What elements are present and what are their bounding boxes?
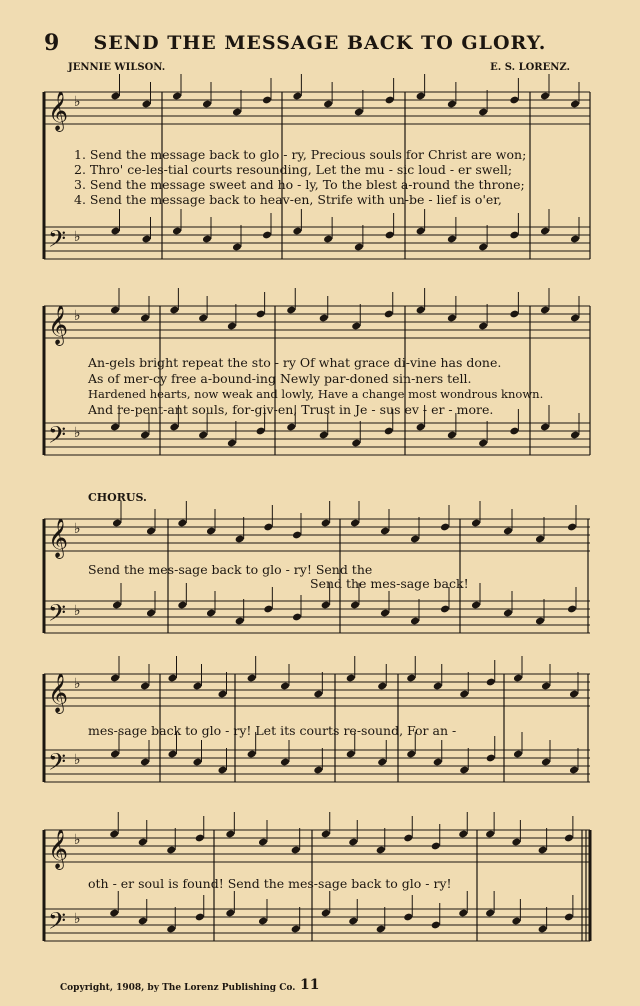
- system-2-bass-clef: 𝄢: [48, 421, 67, 454]
- verse-4-line-2: And re-pent-ant souls, for-giv-en, Trust in Je - sus ev - er - more.: [88, 402, 494, 417]
- lyricist: JENNIE WILSON.: [68, 62, 166, 73]
- system-2-flat: ♭: [74, 425, 81, 441]
- verse-3-line-1: 3. Send the message sweet and ho - ly, To the blest a-round the throne;: [74, 177, 525, 192]
- system-4-treble-clef: 𝄞: [48, 673, 69, 713]
- system-1-treble-clef: 𝄞: [48, 91, 69, 131]
- verse-2-line-2: As of mer-cy free a-bound-ing Newly par-doned sin-ners tell.: [88, 371, 472, 386]
- system-5-treble-clef: 𝄞: [48, 829, 69, 869]
- system-3-treble-clef: 𝄞: [48, 518, 69, 558]
- system-2-flat: ♭: [74, 308, 81, 324]
- system-2-treble-clef: 𝄞: [48, 305, 69, 345]
- system-1-flat: ♭: [74, 94, 81, 110]
- system-1-flat: ♭: [74, 229, 81, 245]
- composer: E. S. LORENZ.: [490, 62, 570, 73]
- system-5-bass-clef: 𝄢: [48, 907, 67, 940]
- system-3-flat: ♭: [74, 603, 81, 619]
- system-3-bass-clef: 𝄢: [48, 599, 67, 632]
- folio-number: 11: [300, 977, 320, 993]
- verse-2-line-1: 2. Thro' ce-les-tial courts resounding, Let the mu - sic loud - er swell;: [74, 162, 513, 177]
- verse-1-line-2: An-gels bright repeat the sto - ry Of what grace di-vine has done.: [88, 355, 502, 370]
- verse-3-line-2: Hardened hearts, now weak and lowly, Have a change most wondrous known.: [88, 387, 544, 401]
- system-4-flat: ♭: [74, 676, 81, 692]
- chorus-lyric-2: mes-sage back to glo - ry! Let its courts re-sound, For an -: [88, 723, 457, 738]
- system-4-flat: ♭: [74, 752, 81, 768]
- system-1-bass-clef: 𝄢: [48, 225, 67, 258]
- system-3-flat: ♭: [74, 521, 81, 537]
- chorus-lyric-3: oth - er soul is found! Send the mes-sage back to glo - ry!: [88, 876, 452, 891]
- system-4-bass-clef: 𝄢: [48, 748, 67, 781]
- chorus-lyric-1-upper: Send the mes-sage back to glo - ry! Send the: [88, 562, 373, 577]
- system-5-flat: ♭: [74, 832, 81, 848]
- hymn-title: SEND THE MESSAGE BACK TO GLORY.: [93, 32, 547, 54]
- verse-4-line-1: 4. Send the message back to heav-en, Strife with un-be - lief is o'er,: [74, 192, 502, 207]
- copyright-notice: Copyright, 1908, by The Lorenz Publishing Co.: [60, 983, 296, 993]
- page-number: 9: [44, 30, 60, 56]
- system-5-flat: ♭: [74, 911, 81, 927]
- chorus-label: CHORUS.: [88, 491, 147, 504]
- verse-1-line-1: 1. Send the message back to glo - ry, Precious souls for Christ are won;: [74, 147, 527, 162]
- chorus-lyric-1-lower: Send the mes-sage back!: [310, 576, 469, 591]
